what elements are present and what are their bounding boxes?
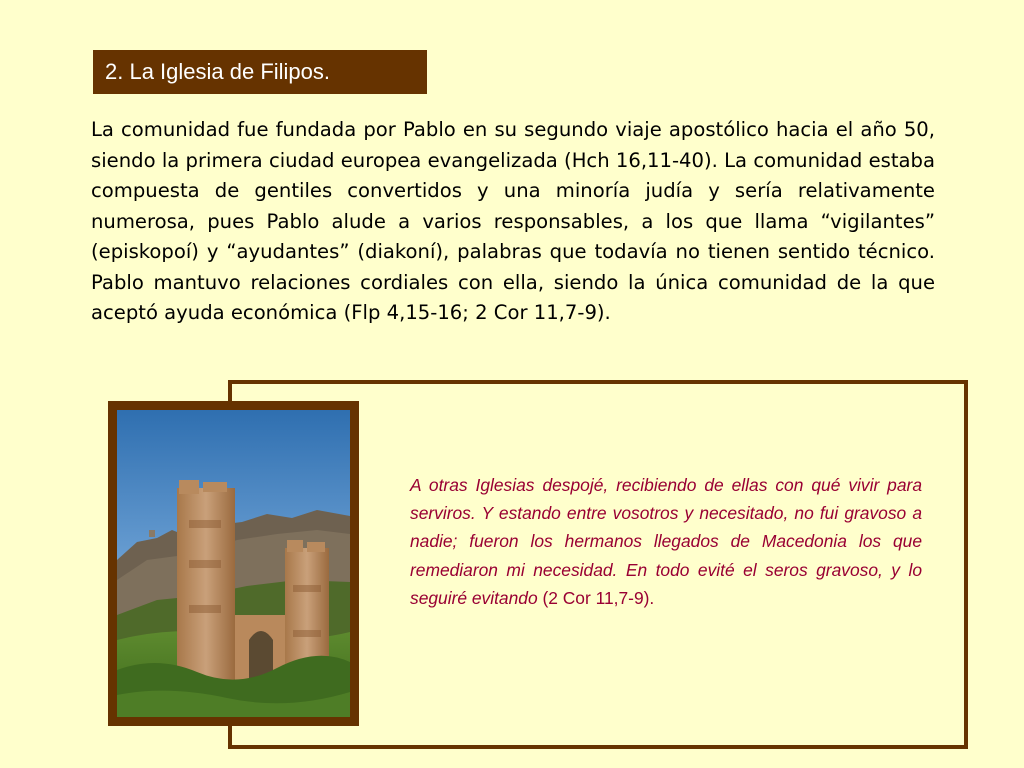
intro-paragraph: La comunidad fue fundada por Pablo en su segundo viaje apostólico hacia el año 50, siendo la primera ciudad europea evangelizada (Hch 16,11-40). La comunidad estaba compuesta de gentiles convertidos y una minoría judía y sería relativamente numerosa, pues Pablo alude a varios responsables, a los que llama “vigilantes” (episkopoí) y “ayudantes” (diakoní), palabras que todavía no tienen sentido técnico. Pablo mantuvo relaciones cordiales con ella, siendo la única comunidad de la que aceptó ayuda económica (Flp 4,15-16; 2 Cor 11,7-9). [91,118,935,324]
quote-text: A otras Iglesias despojé, recibiendo de ellas con qué vivir para serviros. Y estando entre vosotros y necesitado, no fui gravoso a nadie; fueron los hermanos llegados de Macedonia los que remediaron mi necesidad. En todo evité el seros gravoso, y lo seguiré evitando [410,475,922,608]
slide-title: 2. La Iglesia de Filipos. [105,59,331,84]
slide-title-box [93,50,427,94]
ruins-photo [117,410,350,717]
quote-reference: (2 Cor 11,7-9). [537,587,655,608]
photo-frame [108,401,359,726]
bible-quote [410,471,922,612]
